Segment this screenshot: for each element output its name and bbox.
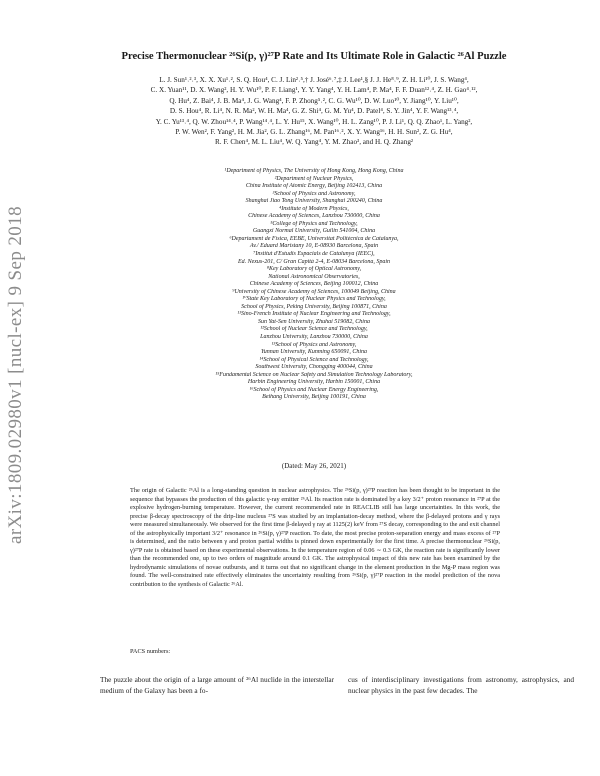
affiliation-line: ¹²School of Nuclear Science and Technology, <box>260 326 368 333</box>
affiliation-line: ⁴Institute of Modern Physics, <box>279 205 349 212</box>
affiliation-line: ⁹University of Chinese Academy of Sciences, 100049 Beijing, China <box>232 288 396 295</box>
affiliation-line: Ed. Nexus-201, C/ Gran Capità 2-4, E-08034 Barcelona, Spain <box>237 258 391 265</box>
affiliation-line: ¹⁵Fundamental Science on Nuclear Safety and Simulation Technology Laboratory, <box>215 371 413 378</box>
affiliation-line: ¹⁰State Key Laboratory of Nuclear Physics and Technology, <box>242 296 386 303</box>
paper-title: Precise Thermonuclear ²⁶Si(p, γ)²⁷P Rate and Its Ultimate Role in Galactic ²⁶Al Puzzle <box>121 51 507 62</box>
affiliation-line: Southwest University, Chongqing 400044, China <box>255 364 373 371</box>
affiliation-line: Av./ Eduard Maristany 10, E-08930 Barcelona, Spain <box>249 243 379 250</box>
author-line: D. S. Hou⁴, R. Li⁴, N. R. Ma², W. H. Ma⁴, G. Z. Shi⁴, G. M. Yu⁴, D. Patel⁴, S. Y. Jin⁴, Y. F. Wang¹³˒⁴, <box>169 107 459 116</box>
affiliation-line: ¹³School of Physics and Astronomy, <box>271 341 357 348</box>
author-line: Y. C. Yu¹³˒⁴, Q. W. Zhou¹⁴˒⁴, P. Wang¹⁴˒⁴, L. Y. Hu¹⁵, X. Wang¹⁰, H. L. Zang¹⁰, P. J. Li¹, Q. Q. Zhao¹, L. Yang², <box>155 117 473 126</box>
affiliation-list <box>92 168 536 402</box>
arxiv-identifier <box>2 180 30 570</box>
author-line: L. J. Sun¹˒²˒³, X. X. Xu¹˒², S. Q. Hou⁴, C. J. Lin²˒⁵,† J. José⁶˒⁷,‡ J. Lee¹,§ J. J. He⁸˒⁹, Z. H. Li¹⁰, J. S. Wang⁴, <box>159 76 469 84</box>
affiliation-line: ⁶Departament de Física, EEBE, Universitat Politècnica de Catalunya, <box>229 235 399 242</box>
affiliation-line: ¹⁶School of Physics and Nuclear Energy Engineering, <box>249 386 379 393</box>
author-line: C. X. Yuan¹¹, D. X. Wang², H. Y. Wu¹⁰, P. F. Liang¹, Y. Y. Yang⁴, Y. H. Lam⁴, P. Ma⁴, F. F. Duan¹²˒⁴, Z. H. Gao⁴˒¹², <box>150 86 478 95</box>
affiliation-line: ¹Department of Physics, The University of Hong Kong, Hong Kong, China <box>224 168 404 174</box>
affiliation-line: ²Department of Nuclear Physics, <box>274 175 354 182</box>
arxiv-identifier-text: arXiv:1809.02980v1 [nucl-ex] 9 Sep 2018 <box>5 205 27 545</box>
affiliation-line: ⁷Institut d'Estudis Espacials de Catalunya (IEEC), <box>253 251 375 258</box>
author-line: R. F. Chen⁴, M. L. Liu⁴, W. Q. Yang⁴, Y. M. Zhao³, and H. Q. Zhang² <box>214 138 414 147</box>
affiliation-line: Yunnan University, Kunming 650091, China <box>260 349 368 356</box>
body-text-left-column: The puzzle about the origin of a large amount of ²⁶Al nuclide in the interstellar medium of the Galaxy has been a fo- <box>100 675 334 695</box>
date-line: (Dated: May 26, 2021) <box>281 462 347 470</box>
affiliation-line: China Institute of Atomic Energy, Beijing 102413, China <box>245 183 383 190</box>
affiliation-line: Chinese Academy of Sciences, Lanzhou 730000, China <box>248 213 380 220</box>
affiliation-line: Harbin Engineering University, Harbin 150001, China <box>247 379 381 386</box>
affiliation-line: ⁸Key Laboratory of Optical Astronomy, <box>266 266 362 273</box>
body-text-right-column: cus of interdisciplinary investigations from astronomy, astrophysics, and nuclear physics in the past few decades. The <box>348 675 574 695</box>
affiliation-line: Chinese Academy of Sciences, Beijing 100012, China <box>249 281 379 288</box>
pacs-numbers: PACS numbers: <box>130 648 171 655</box>
affiliation-line: Beihang University, Beijing 100191, China <box>262 394 366 401</box>
affiliation-line: ¹⁴School of Physical Science and Technology, <box>259 356 369 363</box>
affiliation-line: Guangxi Normal University, Guilin 541004, China <box>252 228 376 235</box>
affiliation-line: ¹¹Sino-French Institute of Nuclear Engineering and Technology, <box>237 311 391 318</box>
affiliation-line: ³School of Physics and Astronomy, <box>272 190 356 197</box>
author-line: Q. Hu⁴, Z. Bai⁴, J. B. Ma⁴, J. G. Wang⁴, F. P. Zhong⁵˒², C. G. Wu¹⁰, D. W. Luo¹⁰, Y. Jiang¹⁰, Y. Liu¹⁰, <box>169 96 459 105</box>
affiliation-line: Shanghai Jiao Tong University, Shanghai 200240, China <box>245 198 383 205</box>
affiliation-line: School of Physics, Peking University, Beijing 100871, China <box>241 303 387 310</box>
affiliation-line: Sun Yat-Sen University, Zhuhai 519082, China <box>258 318 370 325</box>
affiliation-line: Lanzhou University, Lanzhou 730000, China <box>260 334 368 341</box>
affiliation-line: National Astronomical Observatories, <box>268 273 360 280</box>
author-list <box>72 75 556 148</box>
abstract: The origin of Galactic ²⁶Al is a long-standing question in nuclear astrophysics. The ²⁶Si(p, γ)²⁷P reaction has been thought to be important in the sequence that bypasses the production of this galactic γ-ray emitter ²⁶Al. Its reaction rate is dominated by a key 3/2⁺ proton resonance in ²⁷P at the explosive hydrogen-burning temperature. However, the current recommended rate in REACLIB still has large uncertainties. In this work, the precise β-decay spectroscopy of the drip-line nucleus ²⁷S was studied by an implantation-decay method, where the β-delayed protons and γ rays were measured simultaneously. We observed for the first time β-delayed γ ray at 1125(2) keV from ²⁷S decay, corresponding to the and exit channel of the astrophysically important 3/2⁺ resonance in ²⁶Si(p, γ)²⁷P reaction. To date, the most precise proton-separation energy and mass excess of ²⁷P is determined, and the ratio between γ and proton partial widths is pinned down experimentally for the first time. A precise thermonuclear ²⁶Si(p, γ)²⁷P rate is obtained based on these experimental observations. In the temperature region of 0.06 ∼ 0.3 GK, the reaction rate is significantly lower than the recommended one, up to two orders of magnitude around 0.1 GK. The astrophysical impact of this new rate has been examined by the hydrodynamic simulations of novae outbursts, and it turns out that no significant change in the element production in the Mg-P mass region was found. The well-constrained rate effectively eliminates the uncertainty resulting from ²⁶Si(p, γ)²⁷P reaction in the model prediction of the nova contribution to the synthesis of Galactic ²⁶Al. <box>130 487 500 589</box>
affiliation-line: ⁵College of Physics and Technology, <box>270 220 358 227</box>
author-line: P. W. Wen², F. Yang², H. M. Jia², G. L. Zhang¹⁶, M. Pan¹⁶˒², X. Y. Wang¹⁶, H. H. Sun², Z. G. Hu⁴, <box>175 128 453 137</box>
